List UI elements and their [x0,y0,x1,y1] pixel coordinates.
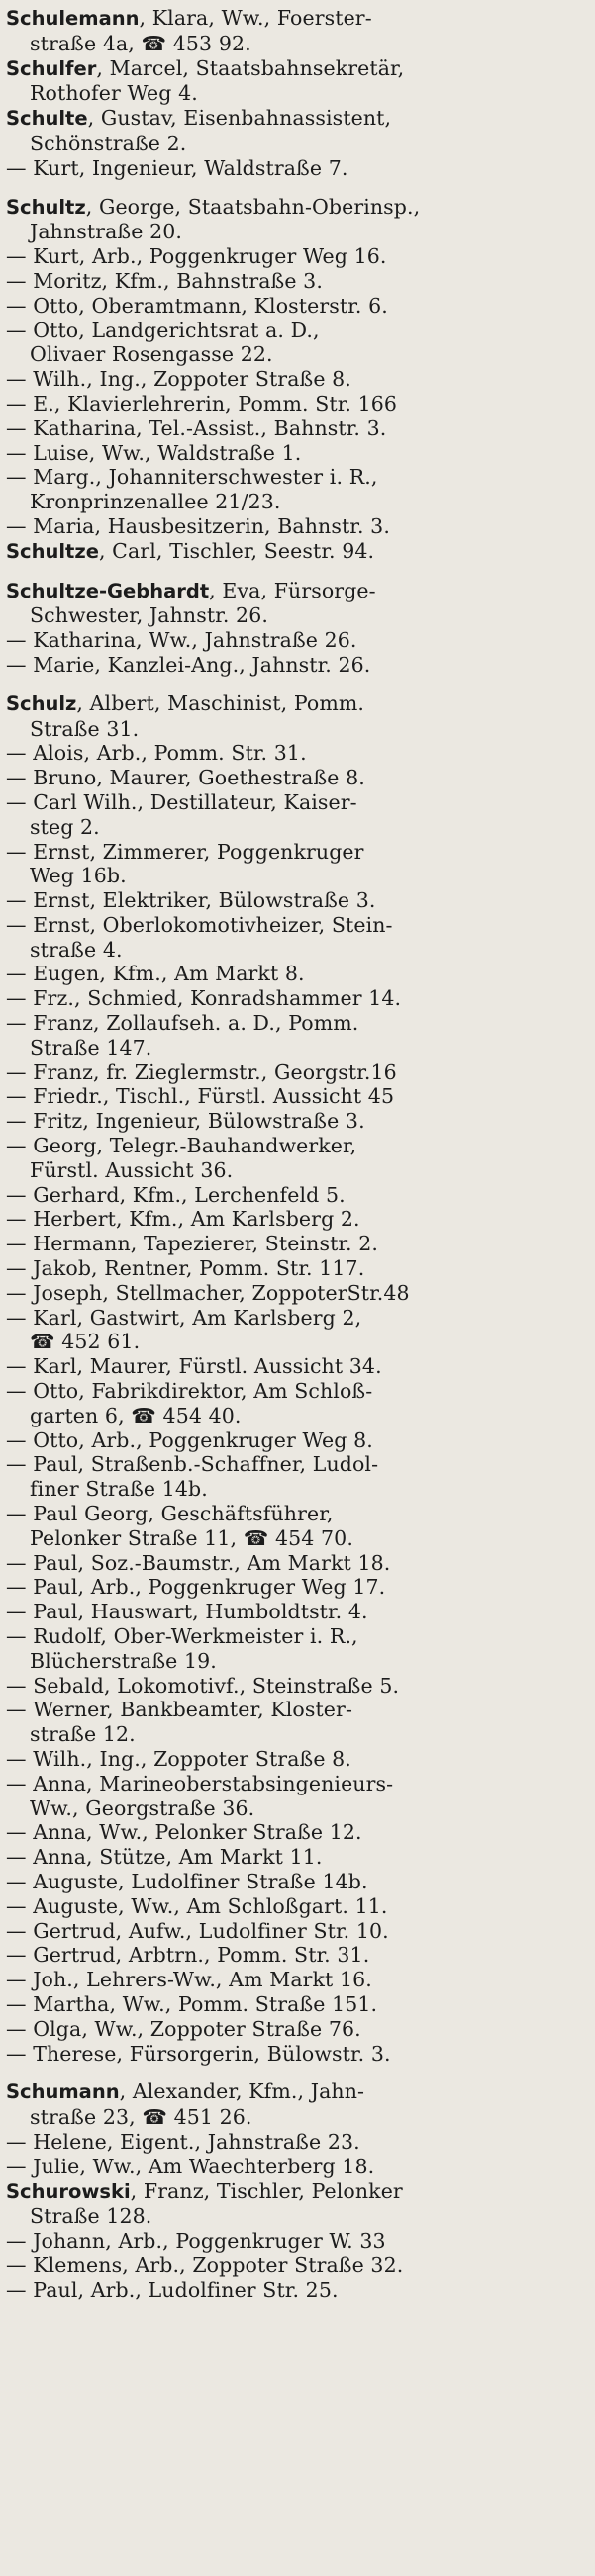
entry-line: — Hermann, Tapezierer, Steinstr. 2. [6,1232,379,1256]
entry-line: — Werner, Bankbeamter, Kloster- [6,1698,352,1722]
entry-surname: Schumann [6,2080,120,2104]
directory-entry [6,1992,587,2017]
directory-entry [6,1379,587,1428]
entry-continuation: Blücherstraße 19. [30,1648,217,1673]
directory-entry [6,1232,587,1256]
entry-line: Schultze-Gebhardt, Eva, Fürsorge- [6,578,376,602]
entry-surname: Schulz [6,691,77,715]
directory-entry [6,1747,587,1772]
entry-line: — Paul Georg, Geschäftsführer, [6,1502,334,1526]
entry-line: — Auguste, Ludolfiner Straße 14b. [6,1869,368,1893]
directory-entry [6,2042,587,2067]
directory-entry [6,195,587,245]
entry-line: — Eugen, Kfm., Am Markt 8. [6,962,305,986]
entry-line: — Franz, fr. Zieglermstr., Georgstr.16 [6,1059,397,1084]
entry-surname: Schulte [6,107,88,131]
directory-entry [6,1011,587,1060]
directory-entry [6,691,587,742]
directory-entry [6,653,587,678]
entry-line: — Carl Wilh., Destillateur, Kaiser- [6,789,357,814]
directory-entry [6,514,587,539]
entry-line: — Otto, Fabrikdirektor, Am Schloß- [6,1379,373,1404]
entry-line: — E., Klavierlehrerin, Pomm. Str. 166 [6,391,398,415]
directory-entry [6,1183,587,1208]
entry-continuation: straße 4. [30,937,123,962]
directory-entry [6,1354,587,1379]
entry-line: Schulte, Gustav, Eisenbahnassistent, [6,106,392,131]
directory-entry [6,269,587,294]
entry-continuation: Jahnstraße 20. [30,220,182,244]
entry-continuation: Ww., Georgstraße 36. [30,1795,255,1820]
directory-entry [6,986,587,1011]
entry-line: — Georg, Telegr.-Bauhandwerker, [6,1134,357,1158]
directory-entry [6,888,587,913]
entry-continuation: garten 6, ☎ 454 40. [30,1403,242,1427]
entry-line: — Franz, Zollaufseh. a. D., Pomm. [6,1011,359,1036]
entry-line: — Paul, Hauswart, Humboldtstr. 4. [6,1600,368,1624]
directory-entry [6,790,587,840]
entry-continuation: Fürstl. Aussicht 36. [30,1157,234,1182]
entry-continuation: Schönstraße 2. [30,131,187,155]
entry-line: — Wilh., Ing., Zoppoter Straße 8. [6,1746,351,1771]
entry-continuation: Straße 31. [30,716,140,741]
directory-entry [6,1674,587,1699]
entry-continuation: Schwester, Jahnstr. 26. [30,603,268,628]
entry-line: — Moritz, Kfm., Bahnstraße 3. [6,268,323,293]
entry-surname: Schultze [6,539,99,563]
directory-entry [6,1845,587,1870]
entry-line: — Karl, Maurer, Fürstl. Aussicht 34. [6,1354,382,1379]
entry-surname: Schulfer [6,56,97,80]
entry-line: — Anna, Marineoberstabsingenieurs- [6,1771,394,1795]
directory-entry [6,2130,587,2155]
entry-line: — Otto, Oberamtmann, Klosterstr. 6. [6,293,388,318]
entry-line: — Sebald, Lokomotivf., Steinstraße 5. [6,1673,400,1698]
entry-continuation: Rothofer Weg 4. [30,81,198,106]
entry-continuation: Pelonker Straße 11, ☎ 454 70. [30,1525,353,1550]
entry-line: — Julie, Ww., Am Waechterberg 18. [6,2154,375,2178]
directory-entry [6,1772,587,1821]
entry-line: — Frz., Schmied, Konradshammer 14. [6,986,402,1011]
entry-line: — Luise, Ww., Waldstraße 1. [6,440,302,465]
entry-line: — Marg., Johanniterschwester i. R., [6,465,378,490]
entry-continuation: finer Straße 14b. [30,1477,208,1502]
entry-line: — Kurt, Arb., Poggenkruger Weg 16. [6,244,387,269]
entry-line: — Olga, Ww., Zoppoter Straße 76. [6,2016,361,2041]
entry-line: — Anna, Stütze, Am Markt 11. [6,1845,323,1870]
entry-continuation: ☎ 452 61. [30,1330,141,1354]
entry-continuation: Olivaer Rosengasse 22. [30,342,273,367]
directory-entry [6,1060,587,1085]
directory-entry [6,1551,587,1576]
directory-entry [6,1820,587,1845]
entry-line: — Joh., Lehrers-Ww., Am Markt 16. [6,1968,372,1992]
entry-line: Schurowski, Franz, Tischler, Pelonker [6,2178,403,2203]
directory-entry [6,465,587,514]
directory-entry [6,1624,587,1674]
directory-entry [6,2155,587,2179]
entry-line: — Ernst, Zimmerer, Poggenkruger [6,839,364,864]
entry-line: Schultz, George, Staatsbahn-Oberinsp., [6,194,421,219]
entry-line: — Paul, Arb., Ludolfiner Str. 25. [6,2277,339,2302]
entry-line: — Fritz, Ingenieur, Bülowstraße 3. [6,1109,365,1134]
entry-line: — Bruno, Maurer, Goethestraße 8. [6,766,365,790]
directory-entry [6,156,587,181]
entry-continuation: Straße 147. [30,1035,152,1059]
directory-entry [6,962,587,986]
entry-surname: Schulemann [6,7,140,30]
directory-entry [6,1943,587,1968]
entry-line: — Gertrud, Arbtrn., Pomm. Str. 31. [6,1943,370,1968]
directory-entry [6,1968,587,1992]
directory-entry [6,1698,587,1747]
entry-continuation: straße 23, ☎ 451 26. [30,2105,252,2130]
entry-line: Schultze, Carl, Tischler, Seestr. 94. [6,538,375,563]
directory-entry [6,741,587,766]
directory-entry [6,1256,587,1281]
directory-entry [6,628,587,653]
entry-line: — Anna, Ww., Pelonker Straße 12. [6,1820,362,1845]
directory-entry [6,1109,587,1134]
entry-surname: Schultz [6,195,86,219]
directory-entry [6,1207,587,1232]
directory-entry [6,2079,587,2130]
entry-line: — Auguste, Ww., Am Schloßgart. 11. [6,1893,388,1918]
directory-entry [6,2229,587,2254]
entry-line: — Herbert, Kfm., Am Karlsberg 2. [6,1207,360,1232]
directory-entry [6,319,587,368]
entry-line: Schulfer, Marcel, Staatsbahnsekretär, [6,55,405,80]
entry-line: — Ernst, Elektriker, Bülowstraße 3. [6,888,376,913]
entry-line: — Kurt, Ingenieur, Waldstraße 7. [6,155,348,180]
directory-entry [6,294,587,319]
directory-entry [6,56,587,107]
entry-surname: Schultze-Gebhardt [6,579,210,602]
directory-entry [6,1870,587,1894]
directory-entry [6,6,587,56]
entry-surname: Schurowski [6,2179,131,2203]
entry-line: — Alois, Arb., Pomm. Str. 31. [6,741,307,766]
entry-line: — Rudolf, Ober-Werkmeister i. R., [6,1624,358,1648]
directory-entry [6,441,587,466]
entry-line: Schulemann, Klara, Ww., Foerster- [6,6,372,30]
directory-entry [6,1428,587,1453]
entry-line: — Paul, Straßenb.-Schaffner, Ludol- [6,1452,379,1477]
entry-line: — Paul, Soz.-Baumstr., Am Markt 18. [6,1550,391,1575]
directory-entry [6,1452,587,1502]
entry-line: — Maria, Hausbesitzerin, Bahnstr. 3. [6,513,390,538]
entry-line: — Jakob, Rentner, Pomm. Str. 117. [6,1256,365,1281]
entry-line: — Paul, Arb., Poggenkruger Weg 17. [6,1575,386,1600]
entry-line: — Joseph, Stellmacher, ZoppoterStr.48 [6,1280,410,1305]
directory-entry [6,416,587,441]
entry-line: — Karl, Gastwirt, Am Karlsberg 2, [6,1305,362,1330]
entry-line: — Otto, Landgerichtsrat a. D., [6,318,320,342]
directory-entry [6,367,587,392]
entry-line: Schumann, Alexander, Kfm., Jahn- [6,2079,365,2104]
entry-continuation: straße 4a, ☎ 453 92. [30,31,251,55]
directory-entry [6,1600,587,1624]
directory-entry [6,539,587,565]
directory-entry [6,1134,587,1183]
entry-line: — Friedr., Tischl., Fürstl. Aussicht 45 [6,1084,395,1109]
directory-entry [6,840,587,889]
entry-line: — Martha, Ww., Pomm. Straße 151. [6,1991,378,2016]
entry-line: — Gerhard, Kfm., Lerchenfeld 5. [6,1182,346,1207]
directory-entry [6,2254,587,2278]
entry-continuation: steg 2. [30,814,100,839]
directory-entry [6,1894,587,1919]
entry-line: — Therese, Fürsorgerin, Bülowstr. 3. [6,2041,391,2066]
entry-line: Schulz, Albert, Maschinist, Pomm. [6,690,365,715]
entry-continuation: Weg 16b. [30,864,127,888]
entry-line: — Gertrud, Aufw., Ludolfiner Str. 10. [6,1918,389,1943]
entry-continuation: straße 12. [30,1722,136,1747]
entry-line: — Wilh., Ing., Zoppoter Straße 8. [6,367,351,392]
directory-entry [6,244,587,269]
directory-entry [6,579,587,629]
entry-line: — Klemens, Arb., Zoppoter Straße 32. [6,2253,404,2277]
directory-entry [6,392,587,416]
directory-entry [6,1502,587,1551]
directory-entry [6,1919,587,1944]
directory-entry [6,1306,587,1355]
entry-line: — Otto, Arb., Poggenkruger Weg 8. [6,1427,373,1452]
directory-entry [6,1084,587,1109]
entry-continuation: Straße 128. [30,2204,152,2229]
directory-entry [6,2017,587,2042]
directory-entry [6,2179,587,2230]
entry-continuation: Kronprinzenallee 21/23. [30,490,281,514]
entry-line: — Marie, Kanzlei-Ang., Jahnstr. 26. [6,652,371,677]
entry-line: — Katharina, Tel.-Assist., Bahnstr. 3. [6,415,387,440]
directory-entry [6,2278,587,2303]
directory-entry [6,1281,587,1306]
directory-entry [6,766,587,790]
entry-line: — Katharina, Ww., Jahnstraße 26. [6,628,357,653]
entry-line: — Ernst, Oberlokomotivheizer, Stein- [6,912,393,937]
entry-line: — Johann, Arb., Poggenkruger W. 33 [6,2229,386,2254]
directory-entry [6,1575,587,1600]
directory-entry [6,106,587,156]
directory-entry [6,913,587,963]
entry-line: — Helene, Eigent., Jahnstraße 23. [6,2129,360,2154]
